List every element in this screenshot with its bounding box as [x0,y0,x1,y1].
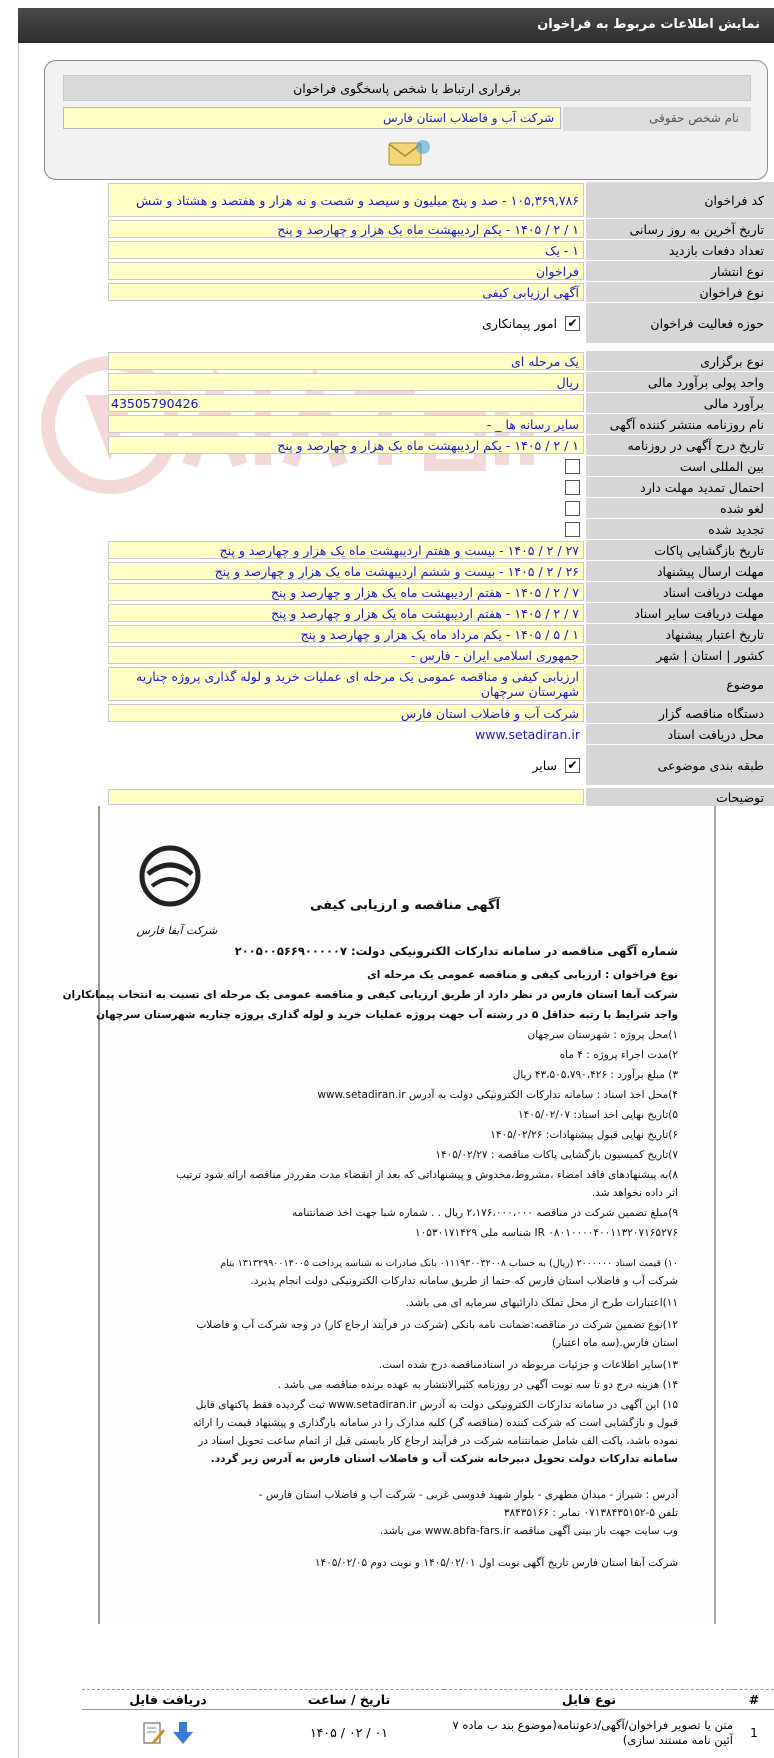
field-label: حوزه فعالیت فراخوان [586,303,774,343]
files-col-type: نوع فایل [444,1690,734,1710]
document-line: ۴)محل اخذ اسناد : سامانه تدارکات الکترونیکی دولت به آدرس www.setadiran.ir [317,1089,678,1101]
document-line: ۲)مدت اجراء پروژه : ۴ ماه [559,1049,678,1061]
file-actions [82,1710,254,1756]
document-line: واجد شرایط با رتبه حداقل ۵ در رشته آب جهت پروژه عملیات خرید و لوله گذاری پروژه چناریه شهرستان سرچهان [96,1009,678,1021]
document-line: IR ۰۸۰۱۰۰۰۰۴۰۰۱۱۳۲۰۷۱۶۵۲۷۶ شناسه ملی ۱۰۵۳۰۱۷۱۴۲۹ [415,1227,678,1239]
field-row-bid-deadline [108,561,774,581]
document-line: ۷)تاریخ کمیسیون بازگشایی پاکات مناقصه : ۱۴۰۵/۰۲/۲۷ [435,1149,678,1161]
field-row-newspaper [108,414,774,434]
field-label: لغو شده [586,498,774,518]
page-title: نمایش اطلاعات مربوط به فراخوان [537,17,760,32]
field-value: فراخوان [108,262,584,280]
field-label: احتمال تمدید مهلت دارد [586,477,774,497]
activity-checkbox-group [108,303,584,343]
field-row-estimate [108,393,774,413]
field-row-tender-code [108,182,774,218]
field-row-opening-date [108,540,774,560]
document-line: قبول و بازگشایی است که شرکت کننده (مناقصه گر) کلیه مدارک را در سامانه بارگذاری و پیشنهاد قیمت را ارائه [192,1417,678,1429]
docs-location-link[interactable]: www.setadiran.ir [475,726,580,742]
legal-entity-label: نام شخص حقوقی [563,107,751,131]
document-line: ۱۱)اعتبارات طرح از محل تملک دارائیهای سرمایه ای می باشد. [405,1297,678,1309]
files-table [82,1689,774,1758]
document-line: شماره آگهی مناقصه در سامانه تدارکات الکترونیکی دولت: ۲۰۰۵۰۰۵۶۶۹۰۰۰۰۰۷ [234,944,678,958]
field-row-activity-scope [108,303,774,343]
document-line: ۳) مبلغ برآورد : ۴۳،۵۰۵،۷۹۰،۴۲۶ ریال [512,1069,678,1081]
field-row-last-update [108,219,774,239]
field-row-category [108,745,774,785]
extension-checkbox[interactable] [565,480,580,495]
field-label: نوع فراخوان [586,282,774,302]
field-value: ۱ / ۵ / ۱۴۰۵ - یکم مرداد ماه یک هزار و چهارصد و پنج [108,625,584,643]
category-checkbox[interactable]: ✔ [565,758,580,773]
field-value [108,789,584,805]
activity-checkbox[interactable]: ✔ [565,316,580,331]
field-value: آگهی ارزیابی کیفی [108,283,584,301]
field-value: یک مرحله ای [108,352,584,370]
document-line: نموده باشد، پاکت الف شامل ضمانتنامه شرکت در فرآیند ارجاع کار بایستی قبل از اتمام ساعت تحویل اسناد در [198,1435,678,1447]
download-icon[interactable] [170,1720,196,1746]
field-row-extension [108,477,774,497]
field-value: ۷ / ۲ / ۱۴۰۵ - هفتم اردیبهشت ماه یک هزار و چهارصد و پنج [108,604,584,622]
files-table-header [82,1690,774,1710]
field-label: واحد پولی برآورد مالی [586,372,774,392]
renewed-checkbox-wrap [108,519,584,539]
files-col-index: # [734,1690,774,1710]
document-title: آگهی مناقصه و ارزیابی کیفی [310,898,500,913]
field-row-publish-type [108,261,774,281]
field-label: محل دریافت اسناد [586,724,774,744]
cancelled-checkbox-wrap [108,498,584,518]
field-row-docs-location [108,724,774,744]
document-line: ۱۰) قیمت اسناد ۲۰۰۰۰۰۰ (ریال) به حساب ۰۱۱۱۹۳۰۰۳۲۰۰۸ بانک صادرات به شناسه پرداخت ۱۳۱۳۲۹۹۰۰۱۴۰۰۵ بنام [220,1258,678,1269]
page-header [18,8,774,43]
field-label: توضیحات [586,788,774,806]
extension-checkbox-wrap [108,477,584,497]
field-label: نام روزنامه منتشر کننده آگهی [586,414,774,434]
field-label: تاریخ آخرین به روز رسانی [586,219,774,239]
field-value: ۱ - یک [108,241,584,259]
field-label: برآورد مالی [586,393,774,413]
field-label: کد فراخوان [586,182,774,218]
field-label: مهلت دریافت اسناد [586,582,774,602]
category-checkbox-group [108,745,584,785]
document-line: ۶)تاریخ نهایی قبول پیشنهادات: ۱۴۰۵/۰۲/۲۶ [490,1129,678,1141]
envelope-icon[interactable] [385,137,431,169]
field-label: تاریخ درج آگهی در روزنامه [586,435,774,455]
field-label: نوع انتشار [586,261,774,281]
field-value: ۷ / ۲ / ۱۴۰۵ - هفتم اردیبهشت ماه یک هزار و چهارصد و پنج [108,583,584,601]
field-row-validity-date [108,624,774,644]
document-line: ۱۲)نوع تضمین شرکت در مناقصه:ضمانت نامه بانکی (شرکت در فرآیند ارجاع کار) در وجه شرکت آب و فاضلاب [196,1319,678,1331]
field-row-currency [108,372,774,392]
field-value: سایر رسانه ها _ - [108,415,584,433]
field-value: ریال [108,373,584,391]
field-row-visit-count [108,240,774,260]
document-line: آدرس : شیراز - میدان مطهری - بلوار شهید قدوسی غربی - شرکت آب و فاضلاب استان فارس - [258,1489,678,1501]
field-row-holding-type [108,351,774,371]
document-line: سامانه تدارکات دولت تحویل دبیرخانه شرکت آب و فاضلاب استان فارس به آدرس زیر گردد. [210,1453,678,1465]
files-col-download: دریافت فایل [82,1690,254,1710]
category-checkbox-label: سایر [532,757,557,773]
document-line: ۱۳)سایر اطلاعات و جزئیات مربوطه در اسنادمناقصه درج شده است. [378,1359,678,1371]
cancelled-checkbox[interactable] [565,501,580,516]
field-row-newspaper-date [108,435,774,455]
field-label: تاریخ بازگشایی پاکات [586,540,774,560]
document-line: اثر داده نخواهد شد. [591,1187,678,1199]
document-line: تلفن ۵-۰۷۱۳۸۴۳۵۱۵۲ نمابر : ۳۸۴۳۵۱۶۶ [503,1507,678,1519]
document-line: ۵)تاریخ نهایی اخذ اسناد: ۱۴۰۵/۰۲/۰۷ [517,1109,678,1121]
field-value: ۱۰۵,۳۶۹,۷۸۶ - صد و پنج میلیون و سیصد و شصت و نه هزار و هفتصد و هشتاد و شش [108,183,584,217]
file-date: ۰۱ / ۰۲ / ۱۴۰۵ [309,1725,389,1741]
field-value: شرکت آب و فاضلاب استان فارس [108,704,584,722]
renewed-checkbox[interactable] [565,522,580,537]
field-row-tender-type [108,282,774,302]
field-value: ۱ / ۲ / ۱۴۰۵ - یکم اردیبهشت ماه یک هزار و چهارصد و پنج [108,220,584,238]
document-line: استان فارس.(سه ماه اعتبار) [552,1337,678,1349]
document-line: ۱)محل پروژه : شهرستان سرچهان [527,1029,678,1041]
document-line: وب سایت جهت باز بینی آگهی مناقصه www.abfa-fars.ir می باشد. [379,1525,678,1537]
files-col-date: تاریخ / ساعت [254,1690,444,1710]
field-label: تجدید شده [586,519,774,539]
file-index: 1 [750,1725,758,1741]
document-line: ۱۵) این آگهی در سامانه تدارکات الکترونیکی دولت به آدرس www.setadiran.ir ثبت گردیده فقط پاکتهای قابل [195,1399,678,1411]
field-value: ۲۶ / ۲ / ۱۴۰۵ - بیست و ششم اردیبهشت ماه یک هزار و چهارصد و پنج [108,562,584,580]
field-row-description [108,788,774,806]
document-line: نوع فراخوان : ارزیابی کیفی و مناقصه عمومی یک مرحله ای [367,969,678,981]
field-value: ۱ / ۲ / ۱۴۰۵ - یکم اردیبهشت ماه یک هزار و چهارصد و پنج [108,436,584,454]
field-row-international [108,456,774,476]
contact-panel [44,60,768,180]
international-checkbox-wrap [108,456,584,476]
field-label: کشور | استان | شهر [586,645,774,665]
document-line: ۸)به پیشنهادهای فاقد امضاء ،مشروط،مخدوش و پیشنهاداتی که بعد از انقضاء مدت مقرردر مناقصه ارائه شود ترتیب [176,1169,678,1181]
field-label: موضوع [586,666,774,702]
field-row-docs-deadline [108,582,774,602]
document-line: شرکت آب و فاضلاب استان فارس که حتما از طریق سامانه تدارکات الکترونیکی دولت انجام پذیرد. [250,1275,678,1287]
document-line: شرکت آبفا استان فارس در نظر دارد از طریق ارزیابی کیفی و مناقصه عمومی یک مرحله ای نسبت به انتخاب پیمانکاران [62,989,678,1001]
field-label: دستگاه مناقصه گزار [586,703,774,723]
field-label: نوع برگزاری [586,351,774,371]
document-line: شرکت آبفا استان فارس تاریخ آگهی نوبت اول ۱۴۰۵/۰۲/۰۱ و نوبت دوم ۱۴۰۵/۰۲/۰۵ [314,1557,678,1569]
international-checkbox[interactable] [565,459,580,474]
field-row-renewed [108,519,774,539]
document-line: ۱۴) هزینه درج دو تا سه نوبت آگهی در روزنامه کثیرالانتشار به عهده برنده مناقصه می باشد . [277,1379,678,1391]
edit-document-icon[interactable] [140,1720,166,1746]
field-row-location [108,645,774,665]
abfa-logo-text: شرکت آبفا فارس [136,924,218,937]
field-label: تعداد دفعات بازدید [586,240,774,260]
field-label: مهلت ارسال پیشنهاد [586,561,774,581]
field-value: ۲۷ / ۲ / ۱۴۰۵ - بیست و هفتم اردیبهشت ماه یک هزار و چهارصد و پنج [108,541,584,559]
field-label: مهلت دریافت سایر اسناد [586,603,774,623]
field-label: تاریخ اعتبار پیشنهاد [586,624,774,644]
field-label: طبقه بندی موضوعی [586,745,774,785]
field-value: جمهوری اسلامی ایران - فارس - [108,646,584,664]
field-row-cancelled [108,498,774,518]
table-row [82,1710,774,1756]
field-label: بین المللی است [586,456,774,476]
field-row-other-docs-deadline [108,603,774,623]
activity-checkbox-label: امور پیمانکاری [482,315,557,331]
file-type: متن یا تصویر فراخوان/آگهی/دعوتنامه(موضوع بند ب ماده ۷ آئین نامه مستند سازی) [452,1717,733,1747]
field-row-subject [108,666,774,702]
field-value: 43505790426 [108,394,584,412]
legal-entity-value: شرکت آب و فاضلاب استان فارس [63,107,561,129]
field-row-organizer [108,703,774,723]
field-value: ارزیابی کیفی و مناقصه عمومی یک مرحله ای عملیات خرید و لوله گذاری پروژه چناریه شهرستان سرچهان [108,667,584,701]
notice-document-image [62,806,716,1624]
contact-title: برقراری ارتباط با شخص پاسخگوی فراخوان [63,75,751,101]
document-line: ۹)مبلغ تضمین شرکت در مناقصه ۲،۱۷۶،۰۰۰،۰۰۰ ریال . . شماره شبا جهت اخذ ضمانتنامه [292,1207,678,1219]
